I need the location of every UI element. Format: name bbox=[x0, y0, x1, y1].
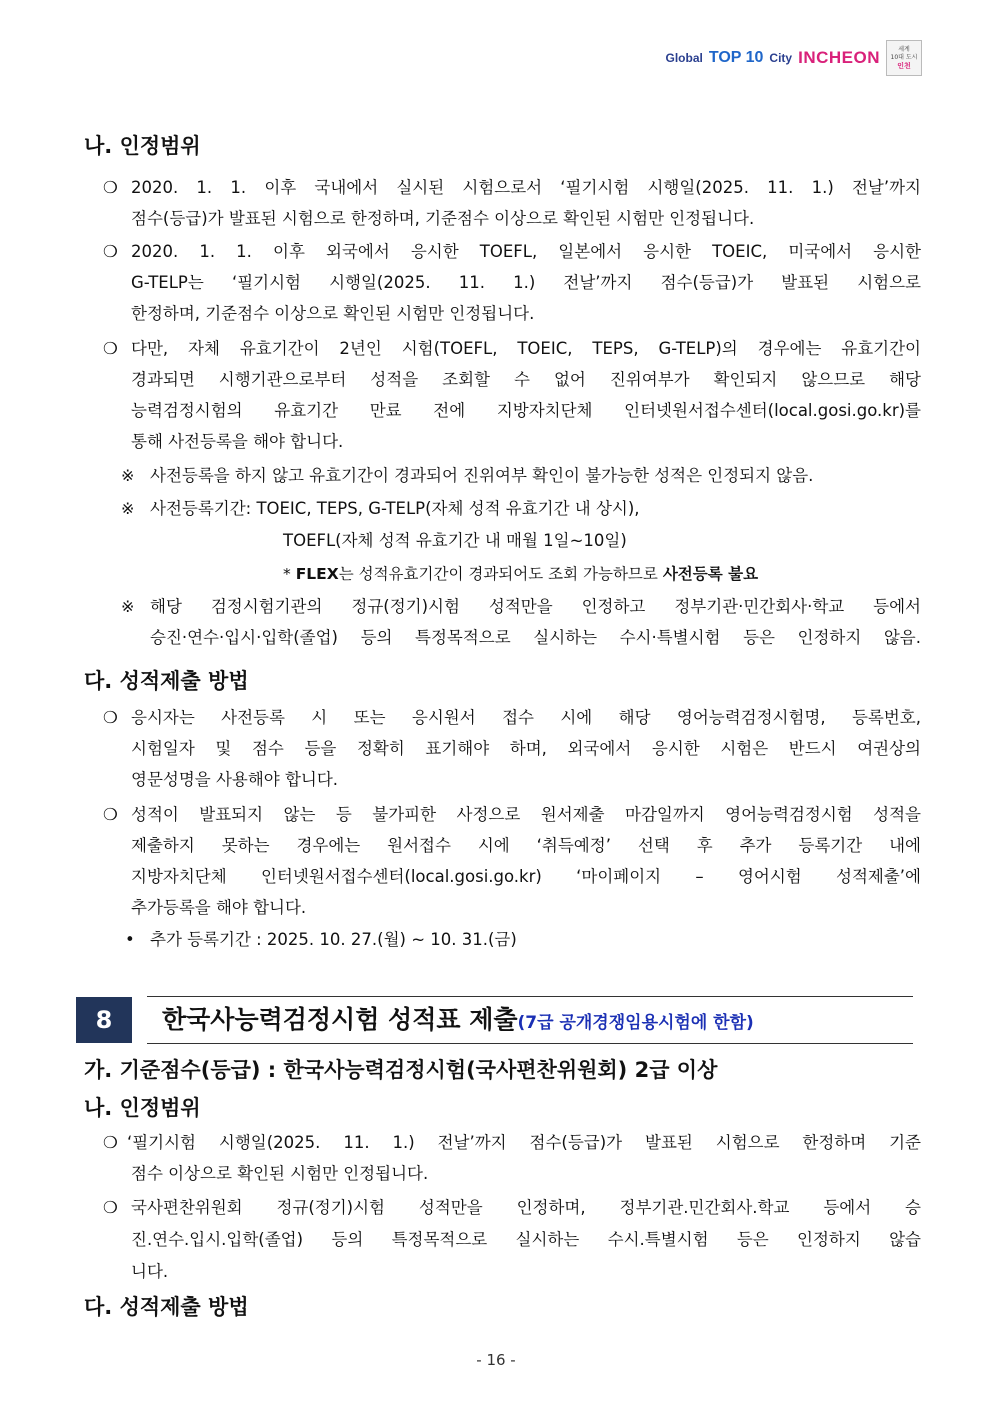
na-ref3-line2: 승진·연수·입시·입학(졸업) 등의 특정목적으로 실시하는 수시·특별시험 등은 인정하지 않음. bbox=[150, 628, 921, 647]
badge-line-3: 인천 bbox=[897, 62, 911, 70]
na-p3-line4: 통해 사전등록을 해야 합니다. bbox=[131, 432, 344, 451]
section-8-title bbox=[162, 1001, 754, 1042]
na-ref2-note bbox=[283, 562, 758, 586]
section-8-rule-top bbox=[147, 996, 913, 997]
da-p1-line1: 응시자는 사전등록 시 또는 응시원서 접수 시에 해당 영어능력검정시험명, 등록번호, bbox=[131, 708, 921, 727]
section-8-subtitle: (7급 공개경쟁임용시험에 한함) bbox=[517, 1013, 754, 1033]
section-8-number: 8 bbox=[76, 997, 132, 1043]
da-p1-line2: 시험일자 및 점수 등을 정확히 표기해야 하며, 외국에서 응시한 시험은 반드시 여권상의 bbox=[131, 739, 921, 758]
note-emphasis: 사전등록 불요 bbox=[662, 565, 759, 583]
na-ref1: 사전등록을 하지 않고 유효기간이 경과되어 진위여부 확인이 불가능한 성적은 인정되지 않음. bbox=[150, 466, 814, 485]
circle-bullet-icon: ❍ bbox=[103, 178, 118, 197]
da-p2-line2: 제출하지 못하는 경우에는 원서접수 시에 ‘취득예정’ 선택 후 추가 등록기간 내에 bbox=[131, 836, 921, 855]
heading-da: 다. 성적제출 방법 bbox=[84, 669, 249, 693]
logo-badge bbox=[886, 40, 922, 76]
circle-bullet-icon: ❍ bbox=[103, 242, 118, 261]
note-asterisk: * bbox=[283, 565, 296, 583]
circle-bullet-icon: ❍ bbox=[103, 708, 118, 727]
s8-p2-line2: 진.연수.입시.입학(졸업) 등의 특정목적으로 실시하는 수시.특별시험 등은 인정하지 않습 bbox=[131, 1230, 921, 1249]
circle-bullet-icon: ❍ bbox=[103, 1198, 118, 1217]
circle-bullet-icon: ❍ bbox=[103, 1133, 118, 1152]
heading-s8-ga: 가. 기준점수(등급) : 한국사능력검정시험(국사편찬위원회) 2급 이상 bbox=[84, 1058, 718, 1082]
na-p2-line3: 한정하며, 기준점수 이상으로 확인된 시험만 인정됩니다. bbox=[131, 304, 535, 323]
na-p1-line2: 점수(등급)가 발표된 시험으로 한정하며, 기준점수 이상으로 확인된 시험만 인정됩니다. bbox=[131, 209, 755, 228]
na-ref3-line1: 해당 검정시험기관의 정규(정기)시험 성적만을 인정하고 정부기관·민간회사·학교 등에서 bbox=[150, 597, 921, 616]
na-p1-line1: 2020. 1. 1. 이후 국내에서 실시된 시험으로서 ‘필기시험 시행일(2025. 11. 1.) 전날’까지 bbox=[131, 178, 921, 197]
da-p1-line3: 영문성명을 사용해야 합니다. bbox=[131, 770, 339, 789]
na-ref2-line2: TOEFL(자체 성적 유효기간 내 매월 1일∼10일) bbox=[283, 531, 627, 550]
na-p3-line3: 능력검정시험의 유효기간 만료 전에 지방자치단체 인터넷원서접수센터(local.gosi.go.kr)를 bbox=[131, 401, 921, 420]
logo-global: Global bbox=[665, 51, 703, 65]
na-p2-line2: G-TELP는 ‘필기시험 시행일(2025. 11. 1.) 전날’까지 점수(등급)가 발표된 시험으로 bbox=[131, 273, 921, 292]
note-text: 는 성적유효기간이 경과되어도 조회 가능하므로 bbox=[338, 565, 663, 583]
heading-na: 나. 인정범위 bbox=[84, 134, 201, 158]
logo-top10: TOP 10 bbox=[708, 49, 764, 66]
da-p2-line3: 지방자치단체 인터넷원서접수센터(local.gosi.go.kr) ‘마이페이지 – 영어시험 성적제출’에 bbox=[131, 867, 921, 886]
heading-s8-da: 다. 성적제출 방법 bbox=[84, 1295, 249, 1319]
s8-p1-line2: 점수 이상으로 확인된 시험만 인정됩니다. bbox=[131, 1164, 429, 1183]
da-p2-line1: 성적이 발표되지 않는 등 불가피한 사정으로 원서제출 마감일까지 영어능력검정시험 성적을 bbox=[131, 805, 921, 824]
reference-mark-icon: ※ bbox=[121, 597, 135, 616]
badge-line-1: 세계 bbox=[898, 46, 910, 53]
na-p3-line1: 다만, 자체 유효기간이 2년인 시험(TOEFL, TOEIC, TEPS, G-TELP)의 경우에는 유효기간이 bbox=[131, 339, 921, 358]
na-ref2-line1: 사전등록기간: TOEIC, TEPS, G-TELP(자체 성적 유효기간 내 상시), bbox=[150, 499, 640, 518]
section-8-title-text: 한국사능력검정시험 성적표 제출 bbox=[162, 1005, 518, 1034]
s8-p1-line1: ‘필기시험 시행일(2025. 11. 1.) 전날’까지 점수(등급)가 발표된 시험으로 한정하며 기준 bbox=[127, 1133, 921, 1152]
heading-s8-na: 나. 인정범위 bbox=[84, 1096, 201, 1120]
logo-city: City bbox=[769, 51, 793, 65]
section-8-rule-bottom bbox=[147, 1043, 913, 1044]
page-number: - 16 - bbox=[476, 1351, 516, 1369]
reference-mark-icon: ※ bbox=[121, 499, 135, 518]
header-logo bbox=[666, 40, 922, 76]
s8-p2-line1: 국사편찬위원회 정규(정기)시험 성적만을 인정하며, 정부기관.민간회사.학교 등에서 승 bbox=[131, 1198, 921, 1217]
logo-incheon: INCHEON bbox=[798, 48, 880, 67]
s8-p2-line3: 니다. bbox=[131, 1262, 169, 1281]
note-flex: FLEX bbox=[295, 565, 339, 583]
badge-line-2: 10대 도시 bbox=[890, 54, 918, 61]
da-bullet: 추가 등록기간 : 2025. 10. 27.(월) ~ 10. 31.(금) bbox=[150, 930, 517, 949]
circle-bullet-icon: ❍ bbox=[103, 339, 118, 358]
na-p3-line2: 경과되면 시행기관으로부터 성적을 조회할 수 없어 진위여부가 확인되지 않으므로 해당 bbox=[131, 370, 921, 389]
dot-bullet-icon: • bbox=[125, 930, 135, 949]
da-p2-line4: 추가등록을 해야 합니다. bbox=[131, 898, 307, 917]
na-p2-line1: 2020. 1. 1. 이후 외국에서 응시한 TOEFL, 일본에서 응시한 TOEIC, 미국에서 응시한 bbox=[131, 242, 921, 261]
reference-mark-icon: ※ bbox=[121, 466, 135, 485]
circle-bullet-icon: ❍ bbox=[103, 805, 118, 824]
